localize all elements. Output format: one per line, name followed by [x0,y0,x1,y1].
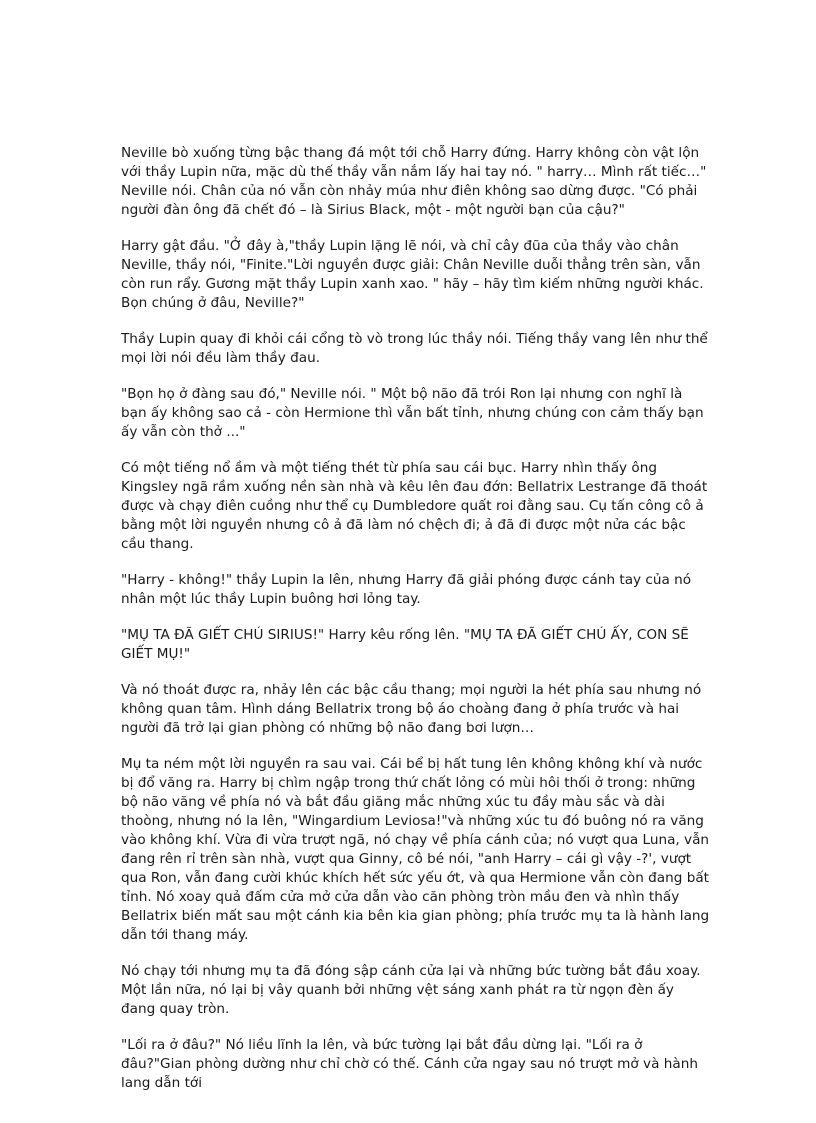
paragraph-8: Và nó thoát được ra, nhảy lên các bậc cầu thang; mọi người la hét phía sau nhưng nó không quan tâm. Hình dáng Bellatrix trong bộ áo choàng đang ở phía trước và hai người đã trở lại gian phòng có những bộ não đang bơi lượn… [121,682,702,736]
paragraph-10: Nó chạy tới nhưng mụ ta đã đóng sập cánh cửa lại và những bức tường bắt đầu xoay. Một lần nữa, nó lại bị vây quanh bởi những vệt sáng xanh phát ra từ ngọn đèn ấy đang quay tròn. [121,963,701,1017]
paragraph-7: "MỤ TA ĐÃ GIẾT CHÚ SIRIUS!" Harry kêu rống lên. "MỤ TA ĐÃ GIẾT CHÚ ẤY, CON SẼ GIẾT MỤ!" [121,627,689,662]
paragraph-9: Mụ ta ném một lời nguyền ra sau vai. Cái bể bị hất tung lên không không khí và nước bị đổ văng ra. Harry bị chìm ngập trong thứ chất lỏng có mùi hôi thối ở trong: những bộ não văng về phía nó và bắt đầu giăng mắc những xúc tu đầy màu sắc và dài thoòng, nhưng nó la lên, "Wingardium Leviosa!"và những xúc tu đó buông nó ra văng vào không khí. Vừa đi vừa trượt ngã, nó chạy về phía cánh của; nó vượt qua Luna, vẫn đang rên rỉ trên sàn nhà, vượt qua Ginny, cô bé nói, "anh Harry – cái gì vậy -?', vượt qua Ron, vẫn đang cười khúc khích hết sức yếu ớt, và qua Hermione vẫn còn đang bất tỉnh. Nó xoay quả đấm cửa mở cửa dẫn vào căn phòng tròn mầu đen và nhìn thấy Bellatrix biến mất sau một cánh kia bên kia gian phòng; phía trước mụ ta là hành lang dẫn tới thang máy. [121,756,710,943]
paragraph-11: "Lối ra ở đâu?" Nó liều lĩnh la lên, và bức tường lại bắt đầu dừng lại. "Lối ra ở đâu?"Gian phòng dường như chỉ chờ có thế. Cánh cửa ngay sau nó trượt mở và hành lang dẫn tới [121,1037,698,1091]
paragraph-3: Thầy Lupin quay đi khỏi cái cổng tò vò trong lúc thầy nói. Tiếng thầy vang lên như thể mọi lời nói đều làm thầy đau. [121,331,708,366]
paragraph-1: Neville bò xuống từng bậc thang đá một tới chỗ Harry đứng. Harry không còn vật lộn với thầy Lupin nữa, mặc dù thế thầy vẫn nắm lấy hai tay nó. " harry… Mình rất tiếc…" Neville nói. Chân của nó vẫn còn nhảy múa như điên không sao dừng được. "Có phải người đàn ông đã chết đó – là Sirius Black, một - một người bạn của cậu?" [121,145,707,218]
paragraph-2: Harry gật đầu. "Ở đây à,"thầy Lupin lặng lẽ nói, và chỉ cây đũa của thầy vào chân Neville, thầy nói, "Finite."Lời nguyền được giải: Chân Neville duỗi thẳng trên sàn, vẫn còn run rẩy. Gương mặt thầy Lupin xanh xao. " hãy – hãy tìm kiếm những người khác. Bọn chúng ở đâu, Neville?" [121,238,704,311]
document-body [121,144,711,1093]
paragraph-5: Có một tiếng nổ ầm và một tiếng thét từ phía sau cái bục. Harry nhìn thấy ông Kingsley ngã rầm xuống nền sàn nhà và kêu lên đau đớn: Bellatrix Lestrange đã thoát được và chạy điên cuồng như thể cụ Dumbledore quất roi đằng sau. Cụ tấn công cô ả bằng một lời nguyền nhưng cô ả đã làm nó chệch đi; ả đã đi được một nửa các bậc cầu thang. [121,460,708,552]
paragraph-4: "Bọn họ ở đàng sau đó," Neville nói. " Một bộ não đã trói Ron lại nhưng con nghĩ là bạn ấy không sao cả - còn Hermione thì vẫn bất tỉnh, nhưng chúng con cảm thấy bạn ấy vẫn còn thở ..." [121,386,704,440]
paragraph-6: "Harry - không!" thầy Lupin la lên, nhưng Harry đã giải phóng được cánh tay của nó nhân một lúc thầy Lupin buông hơi lỏng tay. [121,572,692,607]
